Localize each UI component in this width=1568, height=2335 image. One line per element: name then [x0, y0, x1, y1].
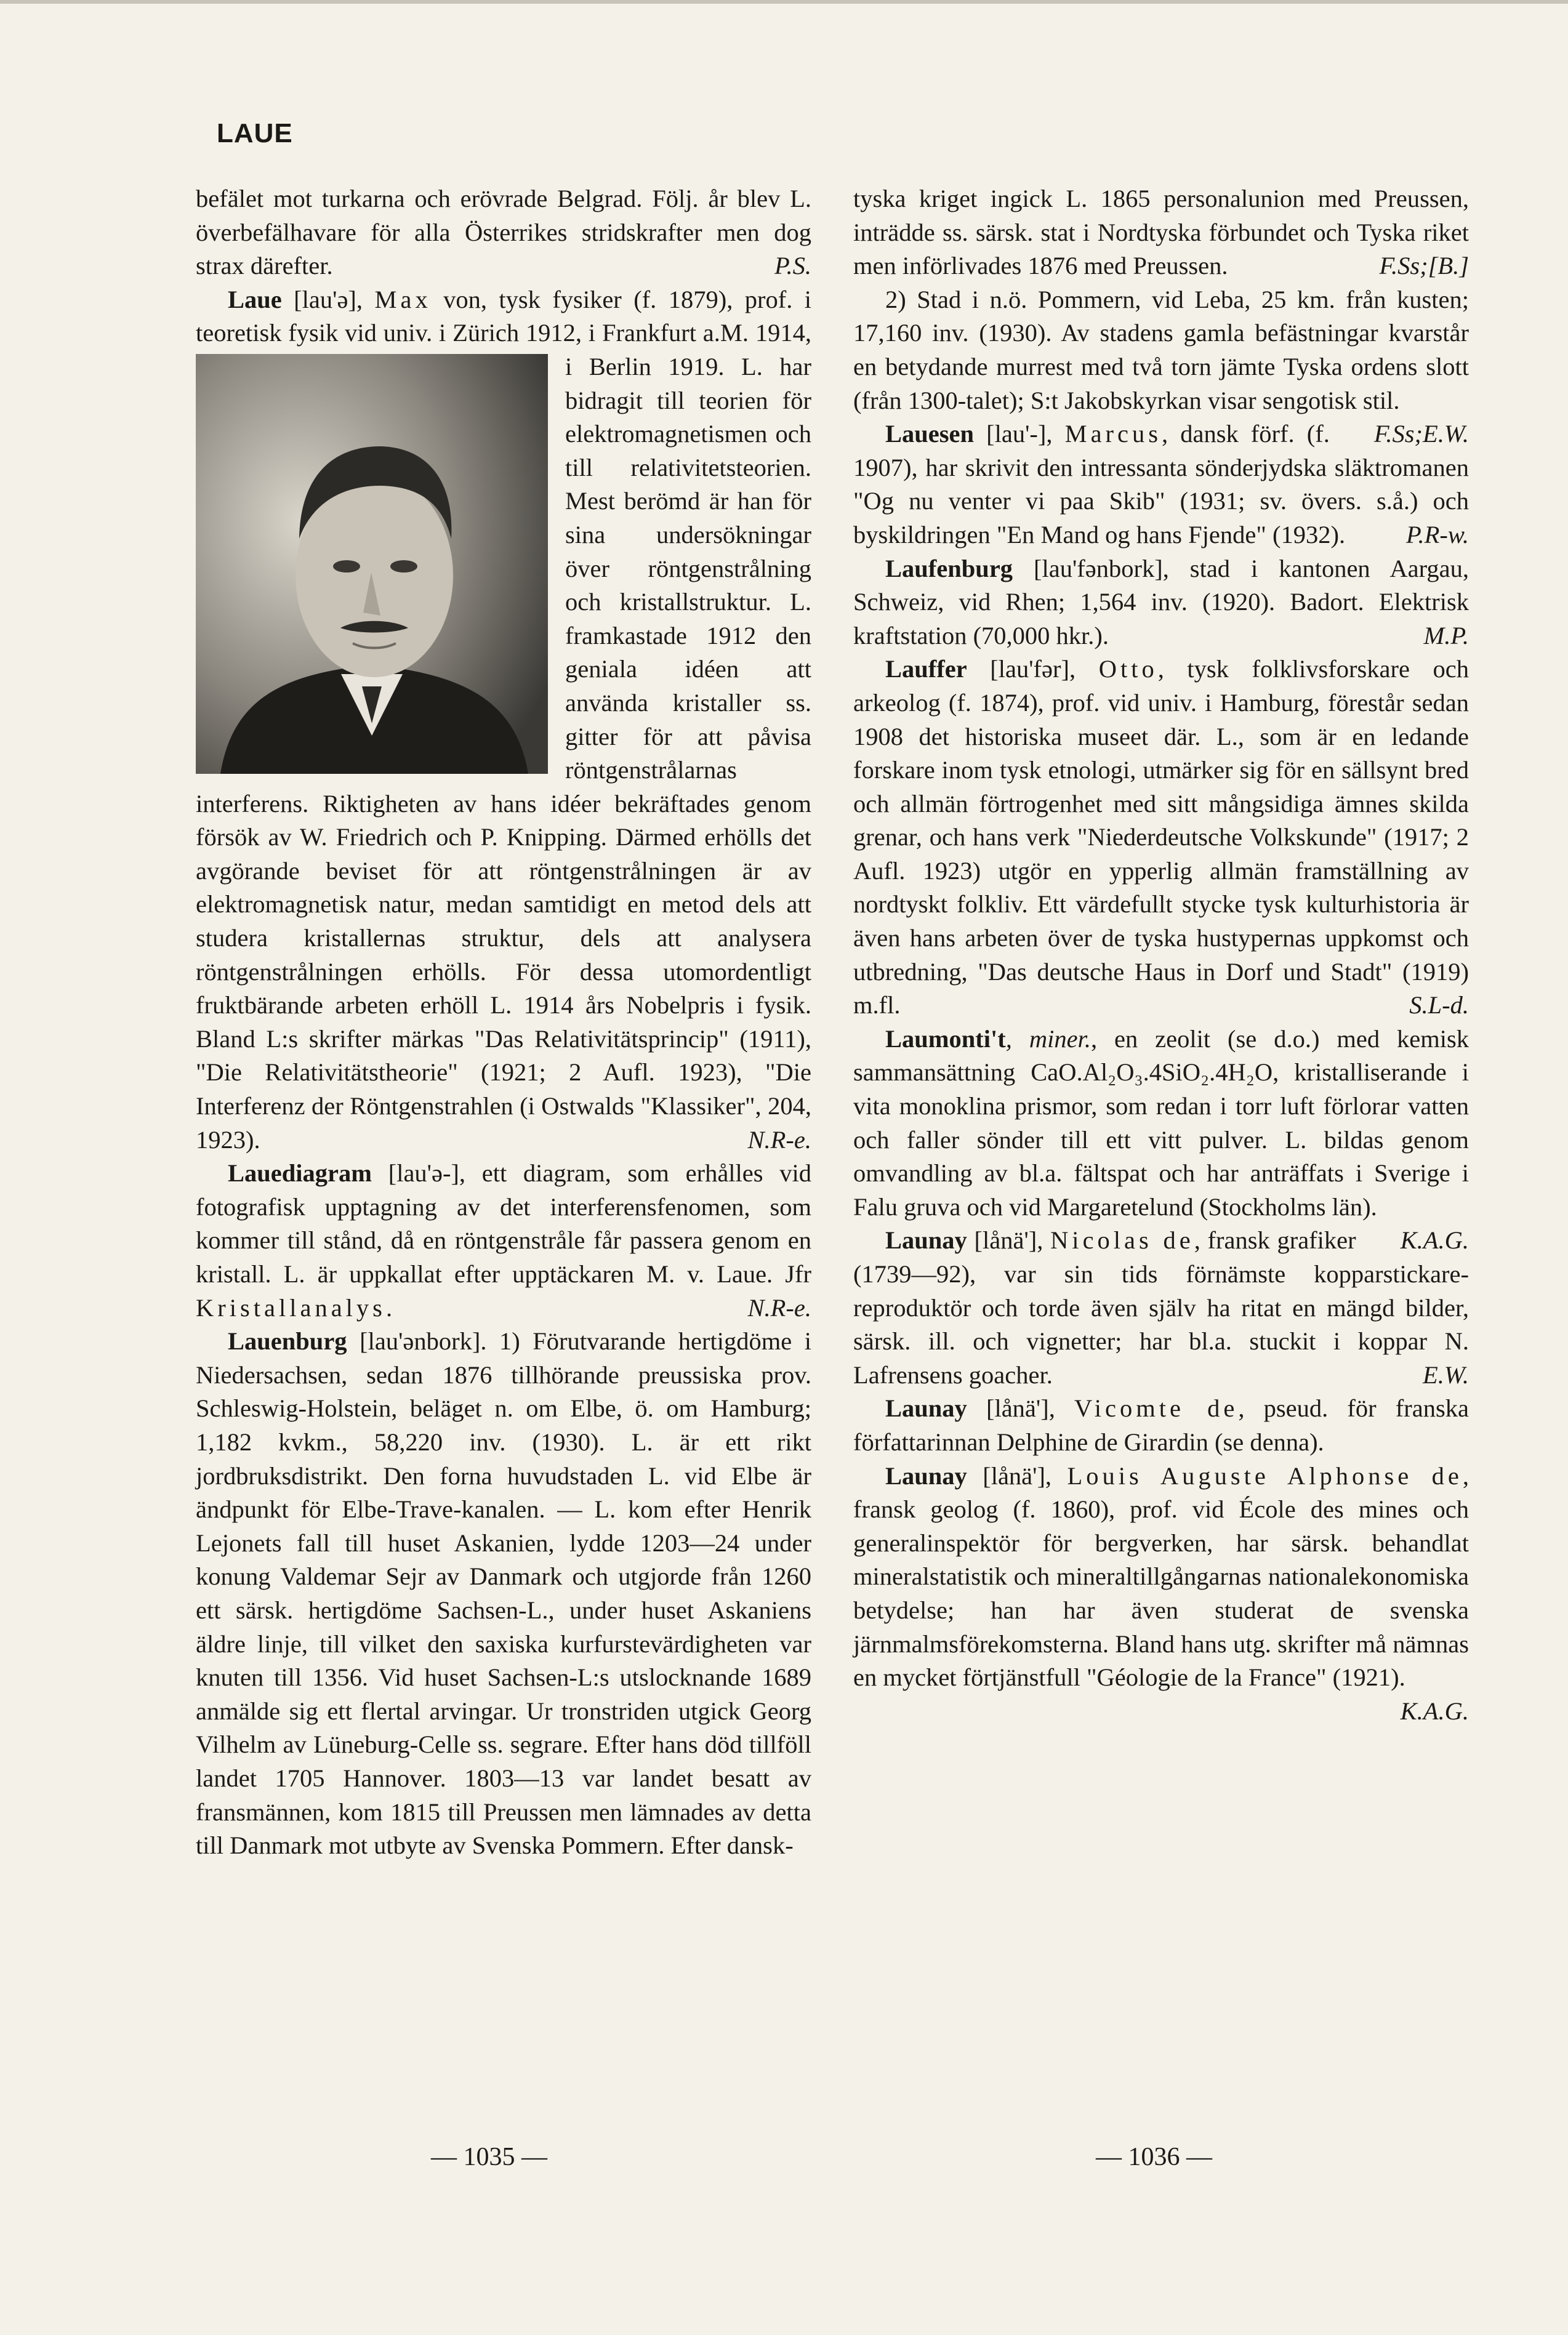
headword: Lauffer — [885, 655, 967, 683]
author-signature: S.L-d. — [1409, 991, 1469, 1019]
author-signature: N.R-e. — [747, 1293, 811, 1322]
pronunciation: [lånä'], — [967, 1394, 1074, 1423]
entry-text: [lau'ənbork]. 1) Förutvarande hertigdöme i Niedersachsen, sedan 1876 tillhörande preussiska prov. Schleswig-Holstein, beläget n. om Elbe, ö. om Hamburg; 1,182 kvkm., 58,220 inv. (1930). L. är ett rikt jordbruksdistrikt. Den forna huvudstaden L. vid Elbe är ändpunkt för Elbe-Trave-kanalen. — L. kom efter Henrik Lejonets fall till huset Askanien, lydde 1203—24 under konung Valdemar Sejr av Danmark och utgjorde från 1260 ett särsk. hertigdöme Sachsen-L., under huset Askaniens äldre linje, till vilket den saxiska kurfurstevärdigheten var knuten till 1356. Vid huset Sachsen-L:s utslocknande 1689 anmälde sig ett flertal arvingar. Ur tronstriden utgick Georg Vilhelm av Lüneburg-Celle ss. segrare. Efter hans död tillföll landet 1705 Hannover. 1803—13 var landet besatt av fransmännen, kom 1815 till Preussen men lämnades av detta till Danmark mot utbyte av Svenska Pommern. Efter dansk- — [196, 1327, 811, 1860]
headword: Laue — [228, 285, 282, 313]
entry-text: , fransk geolog (f. 1860), prof. vid École des mines och generalinspektör för bergverken, har särsk. behandlat mineralstatistik och mineraltillgångarnas nationalekonomiska betydelse; han har även studerat de svenska järnmalmsförekomsterna. Bland hans utg. skrifter må nämnas en mycket förtjänstfull "Géologie de la France" (1921). — [853, 1461, 1469, 1692]
author-signature: F.Ss;[B.] — [1379, 252, 1469, 280]
pronunciation: [lau'ə], — [281, 285, 375, 313]
headword: Launay — [885, 1394, 967, 1423]
pronunciation: [lånä'], — [967, 1461, 1067, 1490]
pronunciation: [lånä'], — [967, 1226, 1051, 1255]
entry-text: , pseud. för franska författarinnan Delphine de Girardin (se denna). — [853, 1394, 1469, 1456]
page-number-left: — 1035 — — [431, 2143, 547, 2171]
entry-text-start: von, tysk fysiker (f. 1879), prof. i teoretisk fysik vid univ. i Zürich 1912, i Frankfurt a.M. 1914, i Berlin 1919. L. har bidragit till teorien för elektromagnetismen och till relativitetsteorien. Mest berömd är han för sina undersökningar över röntgenstrålning och kristallstruktur. L. framkastade 1912 den geniala idéen att använda kristaller ss. gitter för att påvisa röntgenstrålarnas interferens. Riktigheten av hans idéer bekräftades genom försök av W. Friedrich och P. Knipping. Därmed erhölls det avgörande beviset för att röntgenstrålningen är av elektromagnetisk natur, medan samtidigt en metod dels att studera kristallernas struktur, dels att analysera röntgenstrålningen erhölls. För dessa utomordentligt fruktbärande arbeten erhöll L. 1914 års Nobelpris i fysik. Bland L:s skrifter märkas "Das Relativitätsprincip" (1911), "Die Relativitätstheorie" (1921; 2 Aufl. 1923), "Die Interferenz der Röntgenstrahlen (i Ostwalds "Klassiker", 204, 1923). — [196, 285, 811, 1154]
author-signature: P.S. — [774, 252, 811, 280]
continued-text: tyska kriget ingick L. 1865 personalunion med Preussen, inträdde ss. särsk. stat i Nordtyska förbundet och Tyska riket men införlivades 1876 med Preussen. — [853, 185, 1469, 280]
top-edge-rule — [0, 0, 1568, 4]
entry-text-rest: i Frankfurt a.M. 1914, i Berlin 1919. L. har bidragit till teorien för elektromagnetismen och till relativitetsteorien. Mest berömd är han för sina undersökningar över röntgenstrålning och kristallstruktur. L. framkastade 1912 den geniala idéen att använda kristaller ss. gitter för att påvisa röntgenstrålarnas interferens. Riktigheten av hans idéer bekräftades genom försök av W. Friedrich och P. Knipping. Därmed erhölls det avgörande beviset för att röntgenstrålningen är av elektromagnetisk natur, medan samtidigt en metod dels att studera kristallernas struktur, dels att analysera röntgenstrålningen erhölls. För dessa utomordentligt fruktbärande arbeten erhöll L. 1914 års Nobelpris i fysik. Bland L:s skrifter märkas "Das Relativitätsprincip" (1911), "Die Relativitätstheorie" (1921; 2 Aufl. 1923), "Die Interferenz der Röntgenstrahlen (i Ostwalds "Klassiker", 204, 1923). — [196, 319, 811, 1154]
entry-end: . — [385, 1293, 393, 1322]
continued-text: befälet mot turkarna och erövrade Belgrad. Följ. år blev L. överbefälhavare för alla Österrikes stridskrafter men dog strax därefter. — [196, 185, 811, 280]
portrait-photo — [196, 354, 548, 774]
entry-lauenburg — [196, 1325, 811, 1863]
pronunciation: [lau'-], — [974, 420, 1065, 448]
headword: Launay — [885, 1226, 967, 1255]
entry-text: , fransk grafiker (1739—92), var sin tids förnämste kopparstickare-reproduktör och torde även själv ha ritat en mängd bilder, särsk. ill. och vignetter; har bl.a. stuckit i koppar N. Lafrensens goacher. — [853, 1226, 1469, 1389]
author-signature: K.A.G. — [1400, 1697, 1469, 1725]
running-head: LAUE — [217, 118, 293, 148]
headword: Lauesen — [885, 420, 975, 448]
portrait-illustration — [196, 354, 548, 774]
entry-text: 2) Stad i n.ö. Pommern, vid Leba, 25 km. från kusten; 17,160 inv. (1930). Av stadens gamla befästningar kvarstår en betydande murrest med två torn jämte Tyska ordens slott (från 1300-talet); S:t Jakobskyrkan visar sengotisk stil. — [853, 285, 1469, 414]
entry-text: [lau'ə-], ett diagram, som erhålles vid fotografisk upptagning av det interferensfenomen, som kommer till stånd, då en röntgenstråle får passera genom en kristall. L. är uppkallat efter upptäckaren M. v. Laue. Jfr — [196, 1159, 811, 1288]
entry-laufenburg — [853, 552, 1469, 653]
given-name: Louis Auguste Alphonse de — [1067, 1461, 1463, 1490]
entry-text: , tysk folklivsforskare och arkeolog (f. 1874), prof. vid univ. i Hamburg, förestår sedan 1908 det historiska museet där. L., som är en ledande forskare inom tysk etnologi, utmärker sig för en sällsynt bred och allmän förtrogenhet med sitt mångsidiga ämnes skilda grenar, och hans verk "Niederdeutsche Volkskunde" (1917; 2 Aufl. 1923) utgör en ypperlig allmän framställning av nordtyskt folkliv. Ett värdefullt stycke tysk kulturhistoria är även hans arbeten över de tyska hustypernas uppkomst och utbredning, "Das deutsche Haus in Dorf und Stadt" (1919) m.fl. — [853, 655, 1469, 1019]
entry-lauffer — [853, 653, 1469, 1023]
author-signature: N.R-e. — [747, 1125, 811, 1154]
entry-text: [lau'fənbork], stad i kantonen Aargau, Schweiz, vid Rhen; 1,564 inv. (1920). Badort. Elektrisk kraftstation (70,000 hkr.). — [853, 554, 1469, 649]
continued-entry — [853, 182, 1469, 283]
author-signature: K.A.G. — [1400, 1226, 1469, 1255]
entry-laue — [196, 283, 811, 1157]
entry-text: , en zeolit (se d.o.) med kemisk sammansättning CaO.Al₂O₃.4SiO₂.4H₂O, kristalliserande i vita monoklina prismor, som redan i torr luft förlorar vatten och faller sönder till ett vitt pulver. L. bildas genom omvandling av bl.a. fältspat och har anträffats i Sverige i Falu gruva och vid Margaretelund (Stockholms län). — [853, 1024, 1469, 1221]
given-name: Nicolas de — [1050, 1226, 1194, 1255]
author-signature: E.W. — [1422, 1360, 1469, 1389]
author-signature: M.P. — [1423, 621, 1469, 649]
continued-entry — [196, 182, 811, 283]
left-column — [196, 182, 811, 1863]
right-column — [853, 182, 1469, 1728]
headword: Launay — [885, 1461, 967, 1490]
entry-launay-vicomte — [853, 1392, 1469, 1459]
given-name: Max — [374, 285, 432, 313]
headword: Laumonti't — [885, 1024, 1006, 1053]
given-name: Vicomte de — [1074, 1394, 1239, 1423]
headword: Lauenburg — [228, 1327, 347, 1356]
headword: Lauediagram — [228, 1159, 372, 1188]
pronunciation: [lau'fər], — [967, 655, 1099, 683]
entry-text: , dansk förf. (f. 1907), har skrivit den intressanta sönderjydska släktromanen "Og nu venter vi paa Skib" (1931; sv. övers. s.å.) och byskildringen "En Mand og hans Fjende" (1932). — [853, 420, 1469, 549]
page-number-right: — 1036 — — [1096, 2143, 1212, 2171]
author-signature: P.R-w. — [1405, 520, 1469, 549]
entry-lauediagram — [196, 1157, 811, 1325]
cross-reference: Kristallanalys — [196, 1293, 386, 1322]
subject-marker: , miner. — [1005, 1024, 1091, 1053]
entry-launay-louis — [853, 1460, 1469, 1725]
given-name: Marcus — [1064, 420, 1162, 448]
author-signature: F.Ss;E.W. — [1373, 420, 1469, 448]
headword: Laufenburg — [885, 554, 1013, 582]
given-name: Otto — [1098, 655, 1158, 683]
